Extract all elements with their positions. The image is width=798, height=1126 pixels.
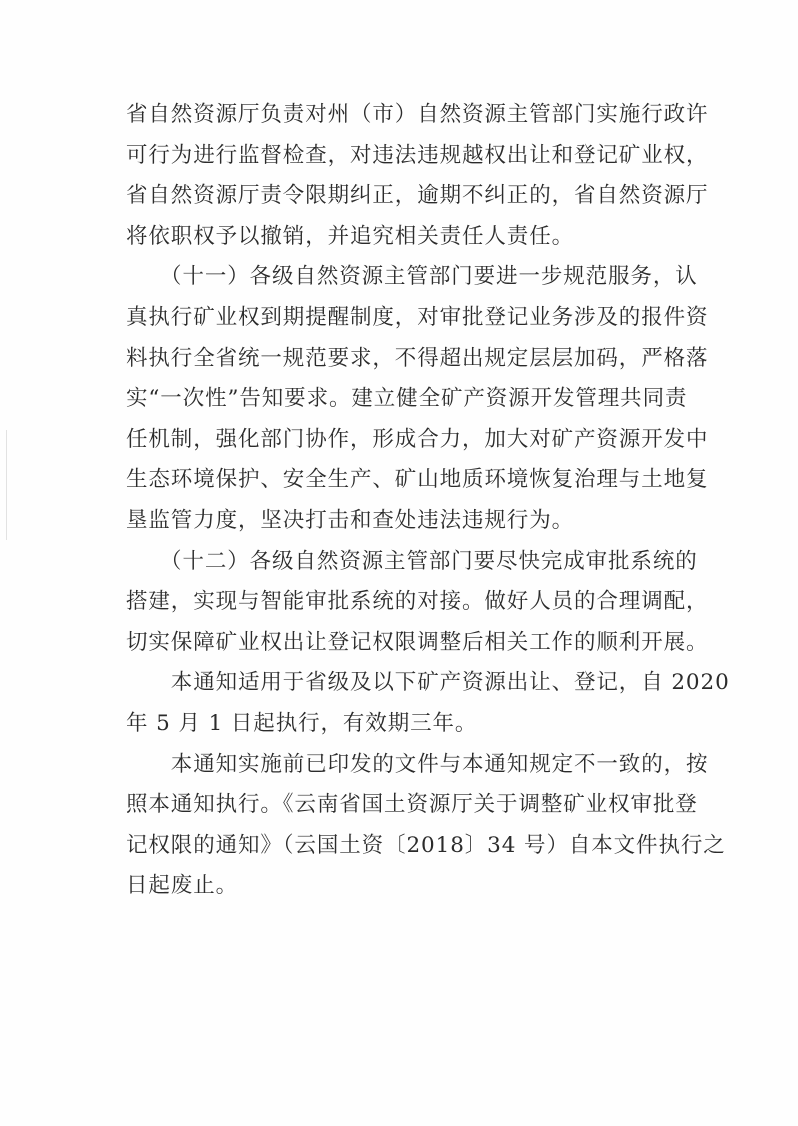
body-line: 生态环境保护、安全生产、矿山地质环境恢复治理与土地复 <box>126 467 709 493</box>
scan-edge-mark <box>6 430 7 540</box>
body-line: 垦监管力度，坚决打击和查处违法违规行为。 <box>126 507 575 533</box>
body-line: 料执行全省统一规范要求，不得超出规定层层加码，严格落 <box>126 345 709 371</box>
body-line: 切实保障矿业权出让登记权限调整后相关工作的顺利开展。 <box>126 629 709 655</box>
body-line: 照本通知执行。《云南省国土资源厅关于调整矿业权审批登 <box>126 792 698 818</box>
body-line: 实“一次性”告知要求。建立健全矿产资源开发管理共同责 <box>126 386 688 412</box>
paragraph-eleven-start: （十一）各级自然资源主管部门要进一步规范服务，认 <box>126 264 698 290</box>
body-line: 年 5 月 1 日起执行，有效期三年。 <box>126 710 478 736</box>
document-body <box>126 95 730 907</box>
effective-date-paragraph: 本通知适用于省级及以下矿产资源出让、登记，自 2020 <box>126 670 730 696</box>
body-line: 可行为进行监督检查，对违法违规越权出让和登记矿业权， <box>126 142 709 168</box>
body-line: 省自然资源厅负责对州（市）自然资源主管部门实施行政许 <box>126 102 709 127</box>
repeal-paragraph: 本通知实施前已印发的文件与本通知规定不一致的，按 <box>126 751 709 777</box>
body-line: 真执行矿业权到期提醒制度，对审批登记业务涉及的报件资 <box>126 304 709 330</box>
scan-speck <box>446 994 458 996</box>
body-line: 搭建，实现与智能审批系统的对接。做好人员的合理调配， <box>126 589 709 615</box>
body-line: 省自然资源厅责令限期纠正，逾期不纠正的，省自然资源厅 <box>126 183 709 209</box>
body-line: 日起废止。 <box>126 873 239 899</box>
body-line: 将依职权予以撤销，并追究相关责任人责任。 <box>126 223 575 249</box>
paragraph-twelve-start: （十二）各级自然资源主管部门要尽快完成审批系统的 <box>126 548 698 574</box>
body-line: 记权限的通知》（云国土资〔2018〕34 号）自本文件执行之 <box>126 832 726 858</box>
body-line: 任机制，强化部门协作，形成合力，加大对矿产资源开发中 <box>126 426 709 452</box>
